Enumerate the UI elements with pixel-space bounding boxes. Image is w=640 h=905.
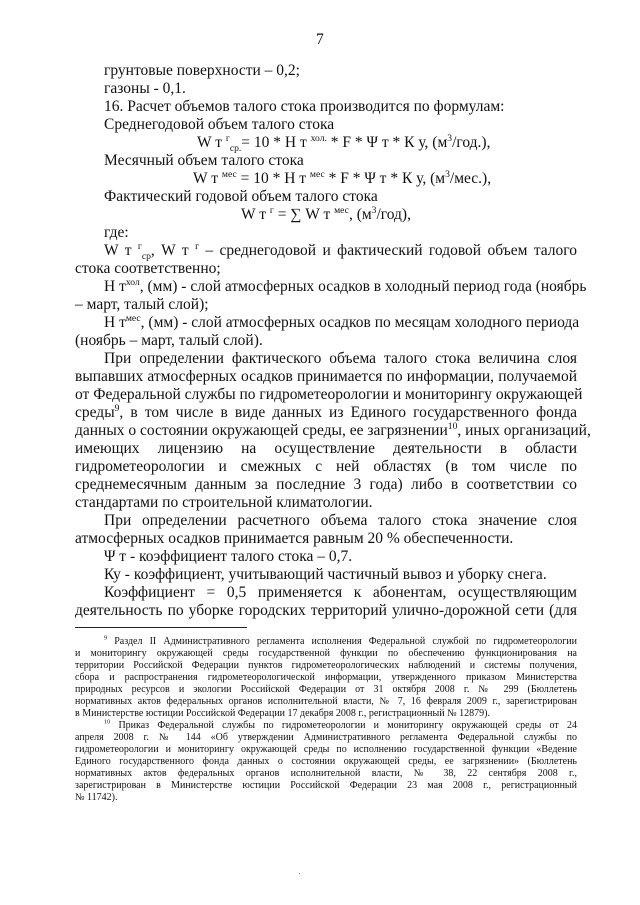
text-line: Ψ т - коэффициент талого стока – 0,7. [104, 548, 353, 565]
paragraph-line: от Федеральной службы по гидрометеорологии и мониторингу окружающей [75, 386, 583, 403]
footnote-line: в Министерстве юстиции Российской Федерации 17 декабря 2008 г., регистрационный № 12879). [75, 708, 490, 719]
text-line: Среднегодовой объем талого стока [104, 116, 335, 133]
text-line: Фактический годовой объем талого стока [104, 188, 378, 205]
formula-monthly: W т $^{мес}$ = 10 * H т $^{мес}$ * F * Ψ т * К у, $(м^3/мес.)$, [193, 168, 492, 187]
paragraph-line: среды$^9$, в том числе в виде данных из Единого государственного фонда [75, 402, 577, 421]
paragraph-line: При определении фактического объема талого стока величина слоя [104, 350, 577, 367]
footnote-separator [75, 627, 247, 628]
paragraph-line: атмосферных осадков принимается равным 20 % обеспеченности. [75, 530, 514, 547]
footnote-line: природных ресурсов и экологии Российской Федерации от 31 октября 2008 г. № 299 (Бюллетень [75, 684, 577, 695]
footnote-line: Единого государственного фонда данных о состоянии окружающей среды, ее загрязнении» (Бюллетень [75, 756, 577, 767]
definition-line: (ноябрь – март, талый слой). [75, 332, 263, 349]
footnote-line: апреля 2008 г. № 144 «Об утверждении Административного регламента Федеральной службы по [75, 732, 577, 743]
text-line: Месячный объем талого стока [104, 152, 304, 169]
definition-line: – март, талый слой); [75, 296, 209, 313]
paragraph-line: При определении расчетного объема талого стока значение слоя [104, 512, 577, 529]
formula-annual-average: W т $^г_{ср.}$= 10 * H т $^{хол.}$ * F * Ψ т * К у, $(м^3/год.)$, [197, 132, 491, 155]
paragraph-line: выпавших атмосферных осадков принимается по информации, получаемой [75, 368, 577, 385]
definition-line: W т $^г_{ср}$, W т $^г$ – среднегодовой и фактический годовой объем талого [104, 240, 578, 263]
paragraph-line: стандартами по строительной климатологии. [75, 494, 373, 511]
footnote-ref: 10 [447, 420, 458, 432]
paragraph-line: имеющих лицензию на осуществление деятельности в области [75, 440, 577, 457]
footnote-line: гидрометеорологии и мониторингу окружающей среды по исполнению государственной функции «Ведение [75, 744, 577, 755]
scan-dot [299, 873, 300, 874]
paragraph-line: Коэффициент = 0,5 применяется к абонентам, осуществляющим [104, 584, 577, 601]
footnote-line: нормативных актов федеральных органов исполнительной власти, № 7, 16 февраля 2009 г., зарегистрирован [75, 696, 577, 707]
footnote-10: $^{10}$ Приказ Федеральной службы по гидрометеорологии и мониторингу окружающей среды от 24 [104, 718, 578, 731]
definition-line: H $т^{мес}$, (мм) - слой атмосферных осадков по месяцам холодного периода [104, 312, 580, 331]
footnote-line: территории Российской Федерации пунктов гидрометеорологических наблюдений и системы получения, [75, 660, 577, 671]
footnote-line: зарегистрирован в Министерстве юстиции Российской Федерации 23 мая 2008 г., регистрационный [75, 780, 577, 791]
paragraph-line: среднемесячным данным за последние 3 года) либо в соответствии со [75, 476, 577, 493]
definition-line: H $т^{хол}$, (мм) - слой атмосферных осадков в холодный период года (ноябрь [104, 276, 587, 295]
text-line: 16. Расчет объемов талого стока производится по формулам: [104, 98, 505, 115]
footnote-line: № 11742). [75, 792, 118, 803]
footnote-line: сбора и распространения гидрометеорологической информации, утвержденного приказом Министерства [75, 672, 577, 683]
formula-actual-annual: W т $^г$ = ∑ W т $^{мес}$, $(м^3/год)$, [241, 204, 411, 223]
text-line: где: [104, 224, 129, 241]
footnote-line: и мониторингу окружающей среды государственной функции по обеспечению функционирования на [75, 648, 577, 659]
page-number: 7 [316, 31, 324, 48]
paragraph-line: гидрометеорологии и смежных с ней областях (в том числе по [75, 458, 577, 475]
text-line: грунтовые поверхности – 0,2; [104, 62, 300, 79]
text-line: Ку - коэффициент, учитывающий частичный вывоз и уборку снега. [104, 566, 547, 583]
paragraph-line: деятельность по уборке городских территорий улично-дорожной сети (для [75, 602, 577, 619]
paragraph-line: данных о состоянии окружающей среды, ее загрязнении$^{10}$, иных организаций, [75, 420, 591, 439]
footnote-9: $^9$ Раздел II Административного регламента исполнения Федеральной службой по гидрометеорологии [104, 634, 578, 647]
text-line: газоны - 0,1. [104, 80, 186, 97]
footnote-line: нормативных актов федеральных органов исполнительной власти, № 38, 22 сентября 2008 г., [75, 768, 577, 779]
definition-line: стока соответственно; [75, 260, 221, 277]
footnote-ref: 9 [114, 402, 120, 414]
